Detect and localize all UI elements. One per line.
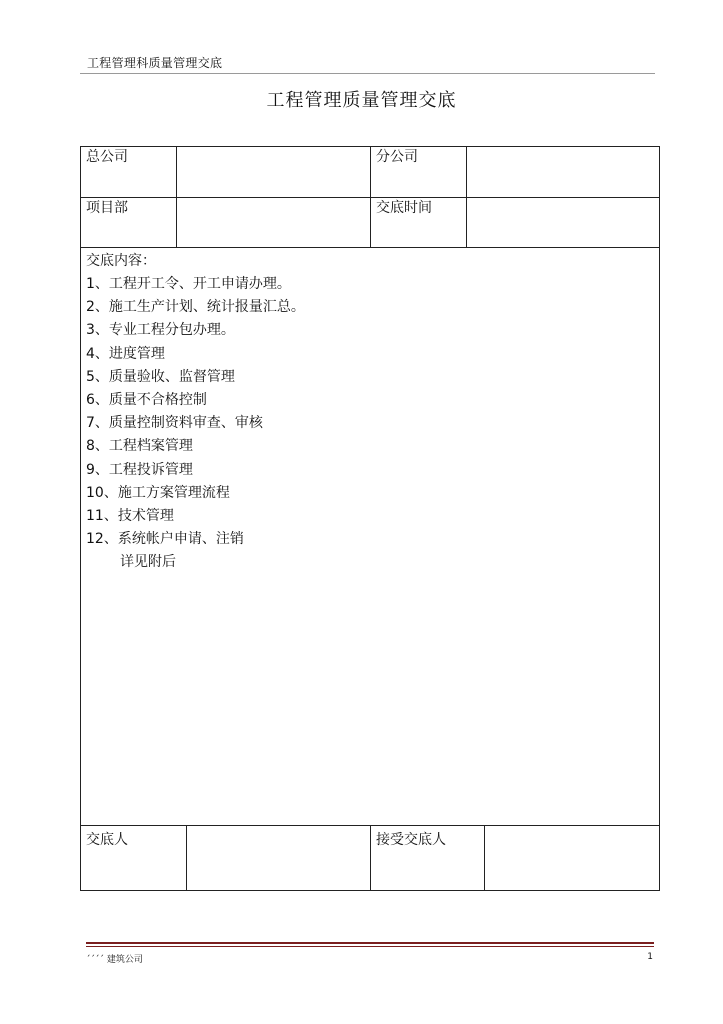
content-item: 3、专业工程分包办理。 [86, 322, 235, 339]
form-col-line-2 [370, 146, 371, 248]
running-head-rule [80, 73, 655, 74]
label-handover-time: 交底时间 [376, 200, 432, 216]
content-item-list [86, 273, 646, 551]
page-number: 1 [647, 952, 653, 962]
field-branch-company[interactable] [467, 147, 659, 197]
content-item: 6、质量不合格控制 [86, 391, 207, 408]
content-item: 8、工程档案管理 [86, 438, 193, 455]
footer-company: ´´´´ 建筑公司 [86, 955, 143, 965]
field-receiver[interactable] [485, 826, 659, 890]
field-handover-person[interactable] [187, 826, 370, 890]
field-head-company[interactable] [177, 147, 370, 197]
content-item: 7、质量控制资料审查、审核 [86, 415, 263, 432]
field-project-department[interactable] [177, 198, 370, 247]
content-item: 11、技术管理 [86, 507, 174, 524]
document-title: 工程管理质量管理交底 [266, 90, 457, 111]
content-item: 10、施工方案管理流程 [86, 484, 230, 501]
field-handover-time[interactable] [467, 198, 659, 247]
label-branch-company: 分公司 [376, 149, 418, 165]
content-heading: 交底内容： [86, 253, 156, 269]
form-sign-col-line-2 [370, 825, 371, 891]
label-handover-person: 交底人 [86, 832, 128, 848]
footer-rule-thick [86, 942, 654, 944]
handover-content [86, 250, 646, 574]
label-project-department: 项目部 [86, 200, 128, 216]
form-border-left [80, 146, 81, 891]
content-item: 1、工程开工令、开工申请办理。 [86, 276, 291, 292]
content-item: 5、质量验收、监督管理 [86, 368, 235, 385]
content-item: 12、系统帐户申请、注销 [86, 531, 244, 548]
running-head: 工程管理科质量管理交底 [87, 56, 223, 70]
content-item: 9、工程投诉管理 [86, 461, 193, 478]
footer-rule-thin [86, 946, 654, 947]
form-border-right [659, 146, 660, 891]
content-item: 4、进度管理 [86, 345, 165, 362]
handover-form [80, 146, 660, 891]
content-item: 2、施工生产计划、统计报量汇总。 [86, 299, 305, 316]
label-receiver: 接受交底人 [376, 832, 446, 848]
content-note: 详见附后 [120, 554, 176, 571]
label-head-company: 总公司 [86, 149, 128, 165]
